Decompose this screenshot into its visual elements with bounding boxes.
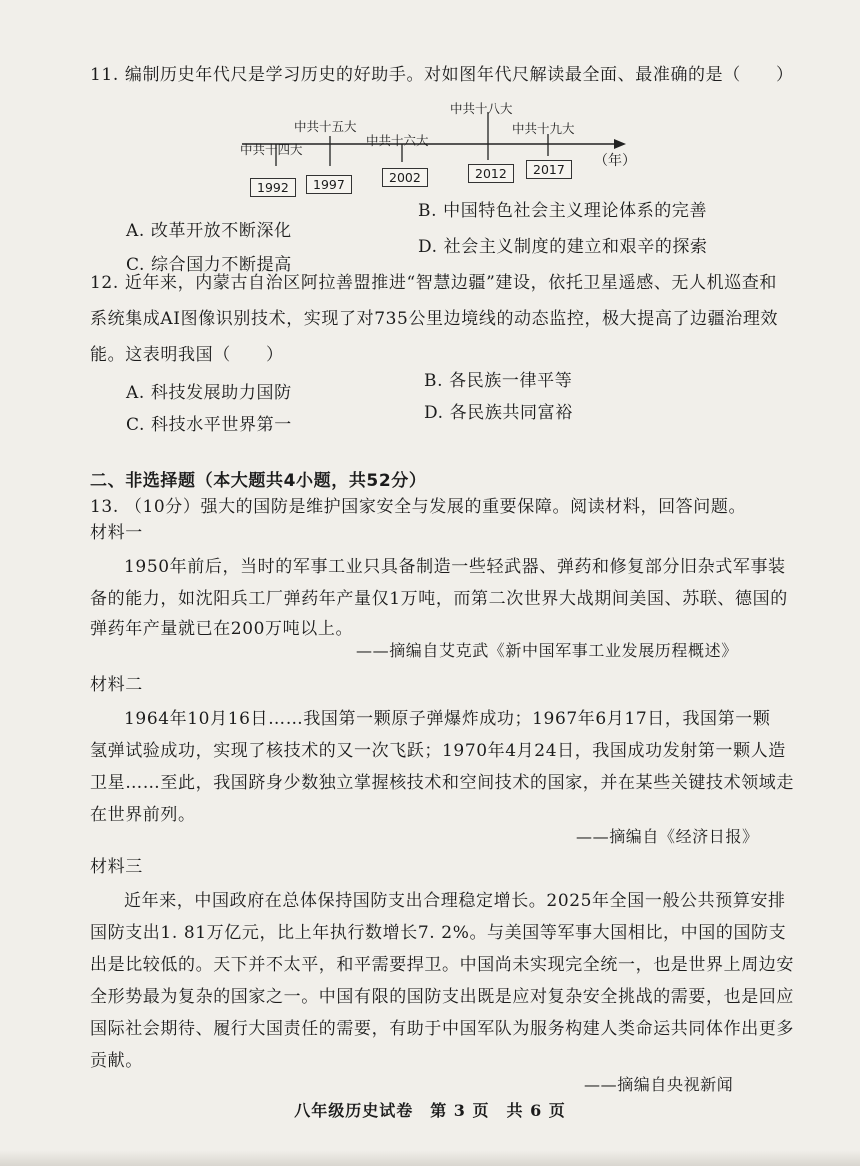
material2-title: 材料二 <box>90 675 143 695</box>
q12-option-b: B. 各民族一律平等 <box>424 371 573 391</box>
material3-line4: 全形势最为复杂的国家之一。中国有限的国防支出既是应对复杂安全挑战的需要，也是回应 <box>90 987 794 1007</box>
page-edge-shadow <box>0 1150 860 1166</box>
material3-line2: 国防支出1. 81万亿元，比上年执行数增长7. 2%。与美国等军事大国相比，中国的国防支 <box>90 923 787 943</box>
material3-line3: 出是比较低的。天下并不太平，和平需要捍卫。中国尚未实现完全统一，也是世界上周边安 <box>90 955 794 975</box>
timeline-label-18th: 中共十八大 <box>450 101 513 116</box>
timeline-year-2017: 2017 <box>526 160 572 179</box>
q12-option-a: A. 科技发展助力国防 <box>126 383 292 403</box>
page-footer: 八年级历史试卷 第 3 页 共 6 页 <box>294 1101 566 1120</box>
timeline-label-16th: 中共十六大 <box>366 133 429 148</box>
q11-stem: 11. 编制历史年代尺是学习历史的好助手。对如图年代尺解读最全面、最准确的是（ ） <box>90 65 794 85</box>
q12-stem-line2: 系统集成AI图像识别技术，实现了对735公里边境线的动态监控，极大提高了边疆治理效 <box>90 309 779 329</box>
material3-line5: 国际社会期待、履行大国责任的需要，有助于中国军队为服务构建人类命运共同体作出更多 <box>90 1019 794 1039</box>
material2-source: ——摘编自《经济日报》 <box>576 827 759 846</box>
q11-option-b: B. 中国特色社会主义理论体系的完善 <box>418 201 708 221</box>
q11-option-a: A. 改革开放不断深化 <box>126 221 292 241</box>
q11-option-c: C. 综合国力不断提高 <box>126 255 292 275</box>
material2-line3: 卫星……至此，我国跻身少数独立掌握核技术和空间技术的国家，并在某些关键技术领域走 <box>90 773 794 793</box>
material2-line2: 氢弹试验成功，实现了核技术的又一次飞跃；1970年4月24日，我国成功发射第一颗人造 <box>90 741 786 761</box>
timeline-label-15th: 中共十五大 <box>294 119 357 134</box>
q12-stem-line3: 能。这表明我国（ ） <box>90 345 284 365</box>
material2-line4: 在世界前列。 <box>90 805 196 825</box>
material3-title: 材料三 <box>90 857 143 877</box>
material1-line3: 弹药年产量就已在200万吨以上。 <box>90 619 354 639</box>
material1-line1: 1950年前后，当时的军事工业只具备制造一些轻武器、弹药和修复部分旧杂式军事装 <box>124 557 786 577</box>
material1-title: 材料一 <box>90 523 143 543</box>
section2-heading: 二、非选择题（本大题共4小题，共52分） <box>90 471 427 491</box>
material3-line6: 贡献。 <box>90 1051 143 1071</box>
q12-option-c: C. 科技水平世界第一 <box>126 415 292 435</box>
material2-line1: 1964年10月16日……我国第一颗原子弹爆炸成功；1967年6月17日，我国第一颗 <box>124 709 771 729</box>
q12-option-d: D. 各民族共同富裕 <box>424 403 573 423</box>
timeline-label-19th: 中共十九大 <box>512 121 575 136</box>
material3-line1: 近年来，中国政府在总体保持国防支出合理稳定增长。2025年全国一般公共预算安排 <box>124 891 786 911</box>
q12-stem-line1: 12. 近年来，内蒙古自治区阿拉善盟推进“智慧边疆”建设，依托卫星遥感、无人机巡查和 <box>90 273 778 293</box>
q13-stem: 13. （10分）强大的国防是维护国家安全与发展的重要保障。阅读材料，回答问题。 <box>90 497 747 517</box>
material1-source: ——摘编自艾克武《新中国军事工业发展历程概述》 <box>356 641 738 660</box>
timeline-unit: （年） <box>594 153 636 169</box>
material1-line2: 备的能力，如沈阳兵工厂弹药年产量仅1万吨，而第二次世界大战期间美国、苏联、德国的 <box>90 589 788 609</box>
timeline-year-2012: 2012 <box>468 164 514 183</box>
q11-option-d: D. 社会主义制度的建立和艰辛的探索 <box>418 237 708 257</box>
timeline-figure <box>236 96 626 196</box>
timeline-year-1997: 1997 <box>306 175 352 194</box>
material3-source: ——摘编自央视新闻 <box>584 1075 734 1094</box>
timeline-label-14th: 中共十四大 <box>240 142 303 157</box>
timeline-year-2002: 2002 <box>382 168 428 187</box>
timeline-year-1992: 1992 <box>250 178 296 197</box>
